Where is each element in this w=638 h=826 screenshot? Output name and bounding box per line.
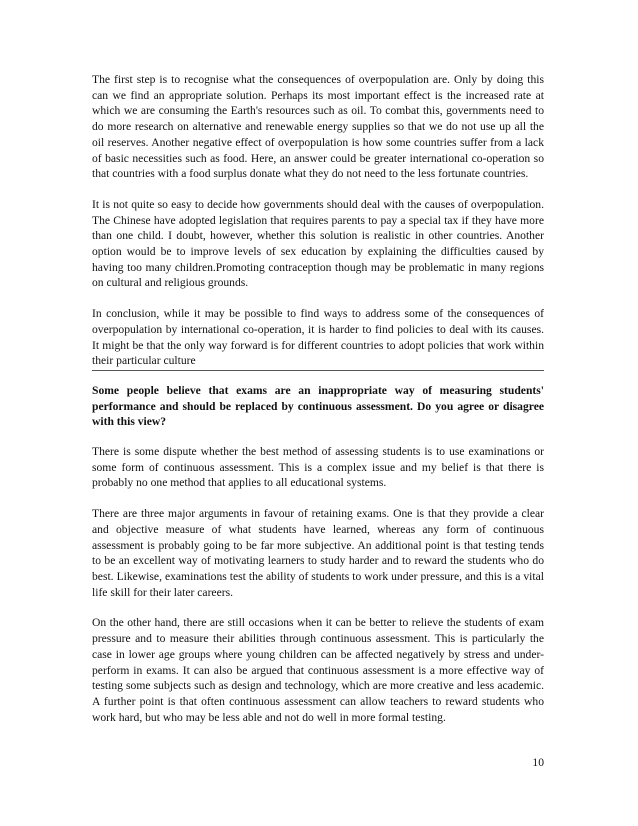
section-divider: [92, 370, 544, 371]
essay-question: Some people believe that exams are an inappropriate way of measuring students' performance and should be replaced by continuous assessment. Do you agree or disagree with this view?: [92, 383, 544, 429]
paragraph-causes: It is not quite so easy to decide how governments should deal with the causes of overpopulation. The Chinese have adopted legislation that requires parents to pay a special tax if they have more than one child. I doubt, however, whether this solution is realistic in other countries. Another option would be to improve levels of sex education by explaining the difficulties caused by having too many children.Promoting contraception though may be problematic in many regions on cultural and religious grounds.: [92, 197, 544, 290]
paragraph-introduction: There is some dispute whether the best method of assessing students is to use examinations or some form of continuous assessment. This is a complex issue and my belief is that there is probably no one method that applies to all educational systems.: [92, 445, 544, 490]
paragraph-conclusion: In conclusion, while it may be possible to find ways to address some of the consequences of overpopulation by international co-operation, it is harder to find policies to deal with its causes. It might be that the only way forward is for different countries to adopt policies that work within their particular culture: [92, 307, 544, 368]
page-number: 10: [532, 756, 544, 769]
paragraph-arguments-for-continuous-assessment: On the other hand, there are still occasions when it can be better to relieve the students of exam pressure and to measure their abilities through continuous assessment. This is particularly the case in lower age groups where young children can be affected negatively by stress and under-perform in exams. It can also be argued that continuous assessment is a more effective way of testing some subjects such as design and technology, which are more creative and less academic. A further point is that often continuous assessment can allow teachers to reward students who work hard, but who may be less able and not do well in more formal testing.: [92, 616, 544, 724]
paragraph-consequences: The first step is to recognise what the consequences of overpopulation are. Only by doing this can we find an appropriate solution. Perhaps its most important effect is the increased rate at which we are consuming the Earth's resources such as oil. To combat this, governments need to do more research on alternative and renewable energy supplies so that we do not use up all the oil reserves. Another negative effect of overpopulation is how some countries suffer from a lack of basic necessities such as food. Here, an answer could be greater international co-operation so that countries with a food surplus donate what they do not need to the less fortunate countries.: [92, 73, 544, 181]
document-page: [92, 72, 544, 740]
paragraph-arguments-for-exams: There are three major arguments in favour of retaining exams. One is that they provide a clear and objective measure of what students have learned, whereas any form of continuous assessment is probably going to be far more subjective. An additional point is that testing tends to be an excellent way of motivating learners to study harder and to reward the students who do best. Likewise, examinations test the ability of students to work under pressure, and this is a vital life skill for their later careers.: [92, 507, 544, 599]
